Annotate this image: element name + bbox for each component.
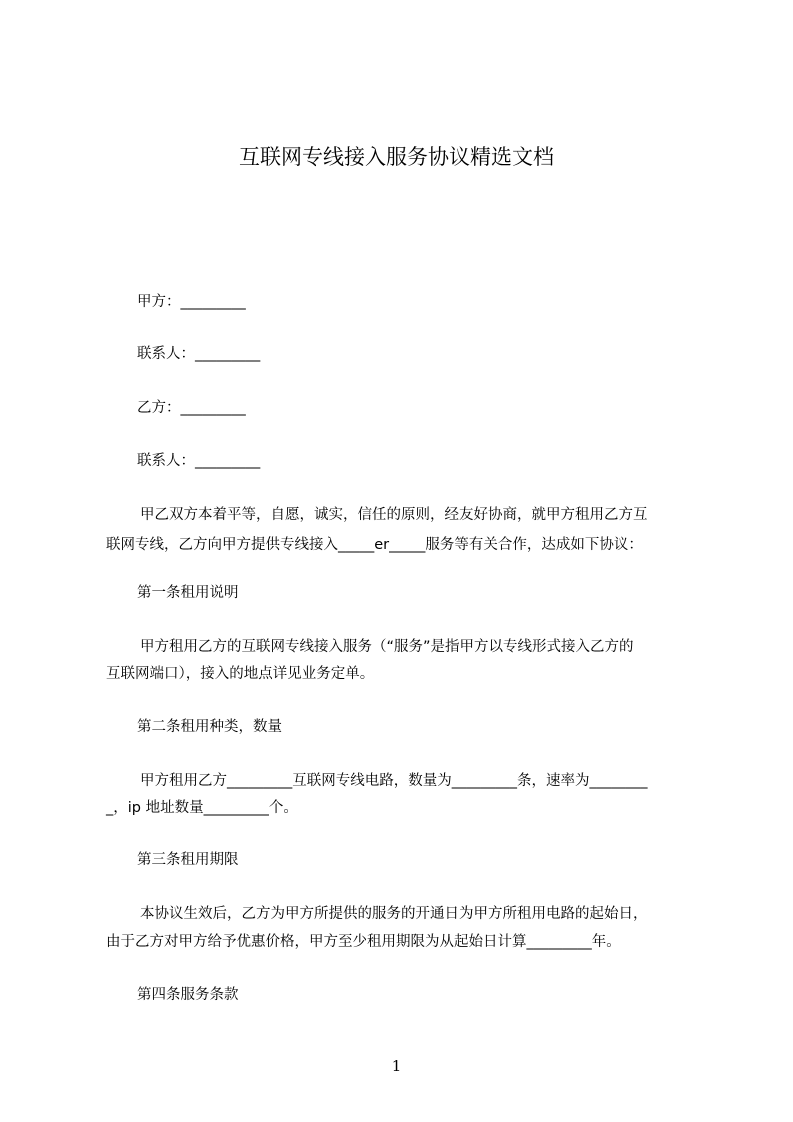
article-4-heading: 第四条服务条款 [137, 987, 239, 1003]
article-3-line-2: 由于乙方对甲方给予优惠价格，甲方至少租用期限为从起始日计算_________年。 [106, 934, 621, 950]
party-a-contact-line: 联系人：_________ [137, 346, 261, 362]
party-b-contact-line: 联系人：_________ [137, 453, 261, 469]
article-3-heading: 第三条租用期限 [137, 852, 239, 868]
intro-paragraph-line-1: 甲乙双方本着平等，自愿，诚实，信任的原则，经友好协商，就甲方租用乙方互 [140, 507, 648, 523]
intro-paragraph-line-2: 联网专线，乙方向甲方提供专线接入_____er_____服务等有关合作，达成如下协议： [106, 537, 643, 553]
article-3-line-1: 本协议生效后，乙方为甲方所提供的服务的开通日为甲方所租用电路的起始日， [140, 906, 648, 922]
article-1-line-2: 互联网端口），接入的地点详见业务定单。 [106, 666, 375, 682]
article-2-line-1: 甲方租用乙方_________互联网专线电路，数量为_________条，速率为________ [140, 773, 648, 789]
party-a-line: 甲方：_________ [137, 294, 246, 310]
party-b-line: 乙方：_________ [137, 400, 246, 416]
article-2-heading: 第二条租用种类，数量 [137, 719, 282, 735]
page-title: 互联网专线接入服务协议精选文档 [239, 145, 554, 169]
article-2-line-2: _，ip 地址数量_________个。 [106, 800, 298, 816]
article-1-line-1: 甲方租用乙方的互联网专线接入服务（“服务”是指甲方以专线形式接入乙方的 [140, 639, 634, 655]
page-number: 1 [391, 1057, 402, 1075]
article-1-heading: 第一条租用说明 [137, 585, 239, 601]
